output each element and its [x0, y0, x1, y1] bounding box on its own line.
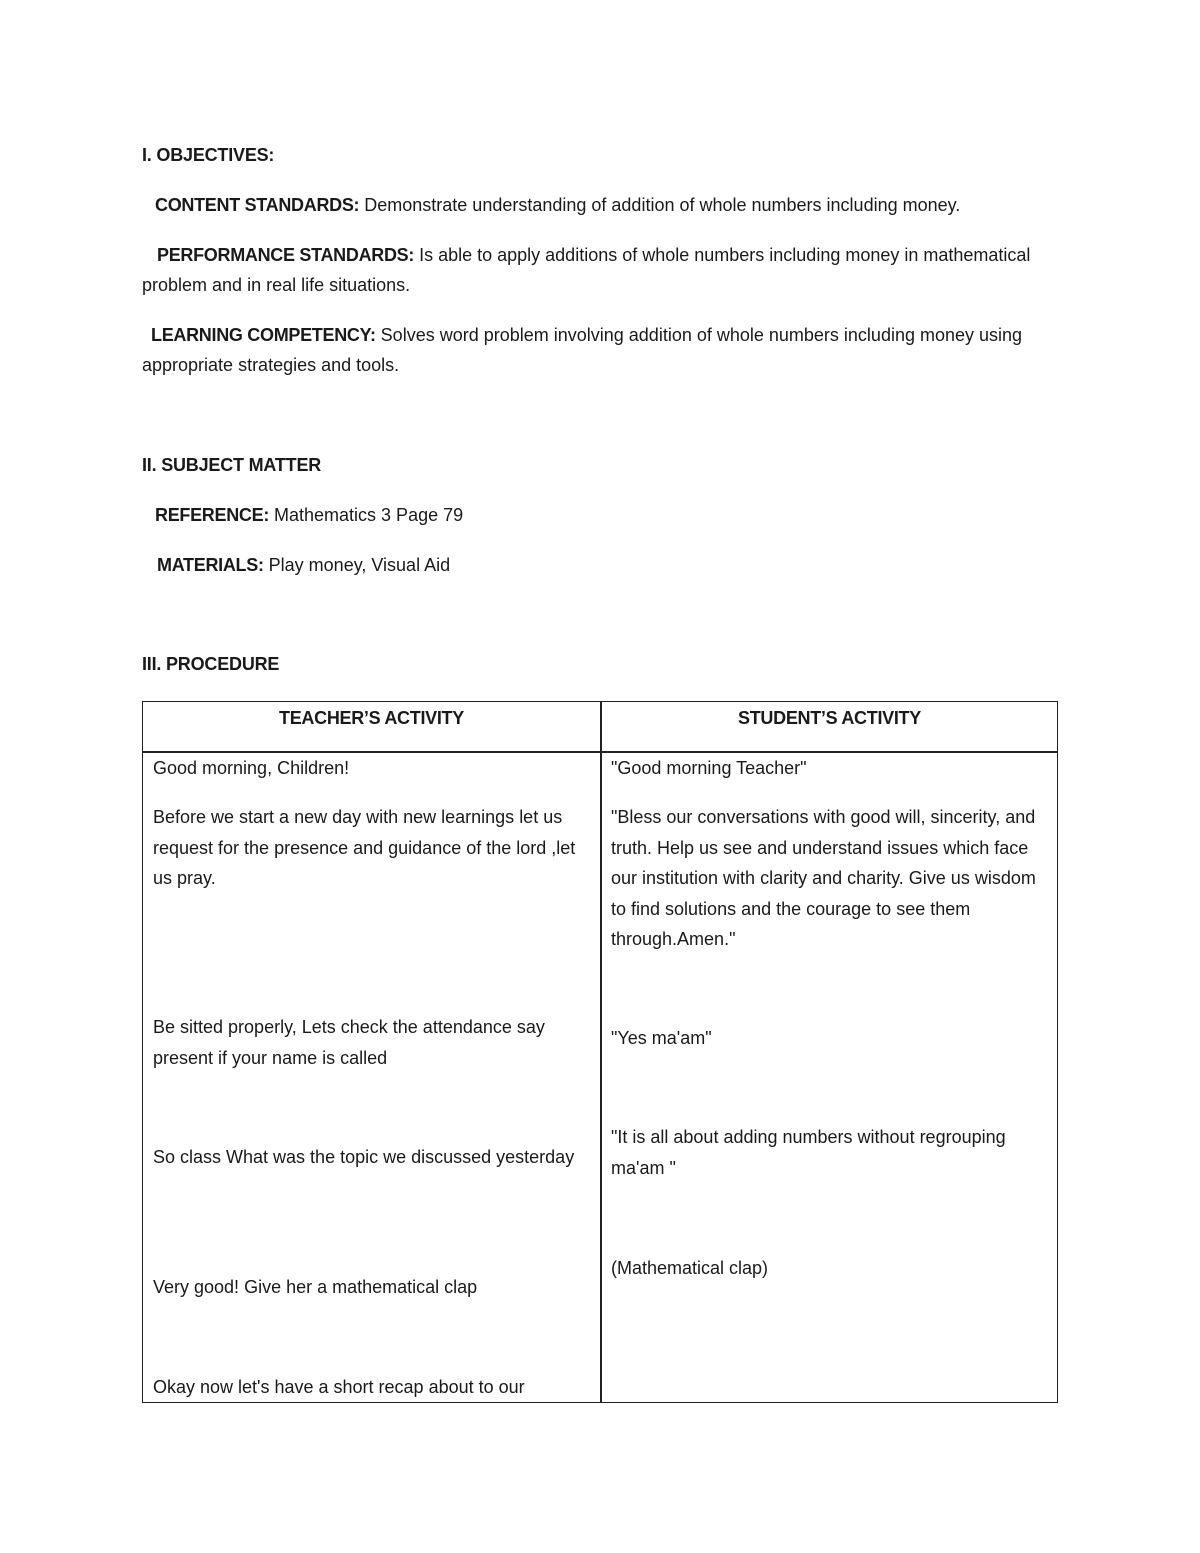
- performance-standards-label: PERFORMANCE STANDARDS:: [157, 245, 415, 265]
- materials-label: MATERIALS:: [157, 555, 264, 575]
- teacher-attendance: Be sitted properly, Lets check the attendance say present if your name is called: [153, 1017, 545, 1068]
- student-clap: (Mathematical clap): [611, 1258, 769, 1278]
- student-greeting: "Good morning Teacher": [611, 758, 807, 778]
- performance-standards-text: Is able to apply additions of whole numbers including money in mathematical problem and in real life situations.: [142, 245, 1031, 295]
- content-standards-text: Demonstrate understanding of addition of whole numbers including money.: [359, 195, 961, 215]
- subject-matter-heading: II. SUBJECT MATTER: [142, 455, 322, 475]
- performance-standards: [142, 240, 1062, 300]
- teacher-topic-question: So class What was the topic we discussed yesterday: [153, 1147, 575, 1167]
- reference: [142, 500, 1075, 530]
- reference-label: REFERENCE:: [155, 505, 270, 525]
- teacher-activity-header: TEACHER’S ACTIVITY: [279, 708, 464, 728]
- student-prayer: "Bless our conversations with good will, sincerity, and truth. Help us see and understand issues which face our institution with clarity and charity. Give us wisdom to find solutions and the courage to see them through.Amen.": [611, 807, 1036, 949]
- teacher-greeting: Good morning, Children!: [153, 758, 350, 778]
- learning-competency-text: Solves word problem involving addition of whole numbers including money using appropriate strategies and tools.: [142, 325, 1023, 375]
- student-activity-header: STUDENT’S ACTIVITY: [738, 708, 921, 728]
- procedure-table: [142, 701, 1058, 1403]
- reference-text: Mathematics 3 Page 79: [269, 505, 464, 525]
- materials: [142, 550, 1077, 580]
- teacher-recap: Okay now let's have a short recap about to our: [153, 1377, 525, 1397]
- table-divider-vertical: [600, 702, 602, 1402]
- materials-text: Play money, Visual Aid: [263, 555, 451, 575]
- teacher-praise: Very good! Give her a mathematical clap: [153, 1277, 478, 1297]
- student-attendance-reply: "Yes ma'am": [611, 1028, 712, 1048]
- procedure-heading: III. PROCEDURE: [142, 654, 280, 674]
- teacher-prayer-request: Before we start a new day with new learnings let us request for the presence and guidance of the lord ,let us pray.: [153, 807, 576, 888]
- content-standards: [142, 190, 1075, 220]
- learning-competency: [142, 320, 1062, 380]
- learning-competency-label: LEARNING COMPETENCY:: [151, 325, 376, 345]
- content-standards-label: CONTENT STANDARDS:: [155, 195, 360, 215]
- objectives-heading: I. OBJECTIVES:: [142, 145, 275, 165]
- student-topic-answer: "It is all about adding numbers without regrouping ma'am ": [611, 1127, 1006, 1178]
